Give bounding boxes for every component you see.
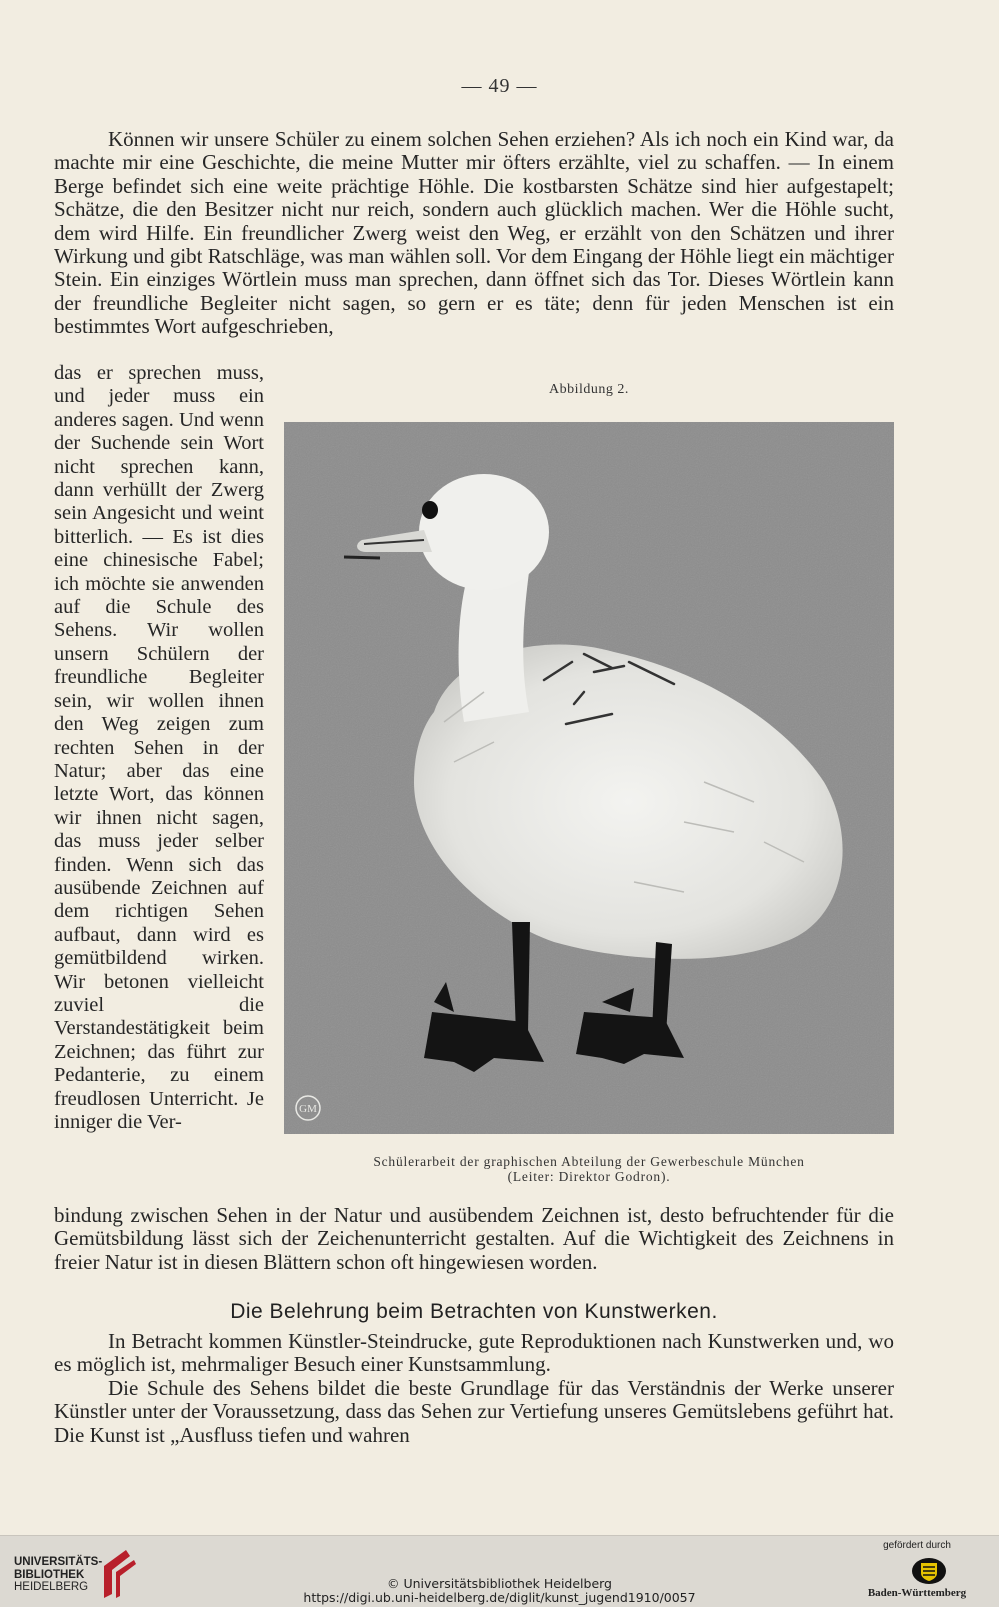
figure-label: Abbildung 2. (549, 382, 629, 397)
caption-line-2: (Leiter: Direktor Godron). (507, 1169, 671, 1184)
funder-name: Baden-Württemberg (867, 1587, 967, 1599)
copyright-text: © Universitätsbibliothek Heidelberg (386, 1576, 612, 1591)
library-line-2: BIBLIOTHEK (14, 1568, 85, 1581)
permalink-url[interactable]: https://digi.ub.uni-heidelberg.de/diglit/kunst_jugend1910/0057 (303, 1590, 696, 1605)
footer-copyright (0, 1577, 999, 1605)
library-line-1: UNIVERSITÄTS- (14, 1556, 103, 1568)
left-column-paragraph: das er sprechen muss, und jeder muss ein anderes sagen. Und wenn der Suchende sein Wort nicht sprechen kann, dann verhüllt der Zwerg sein Angesicht und weint bitterlich. — Es ist dies eine chinesische Fabel; ich möchte sie anwenden auf die Schule des Sehens. Wir wollen unsern Schülern der freundliche Begleiter sein, wir wollen ihnen den Weg zeigen zum rechten Sehen in der Natur; aber das eine letzte Wort, das können wir ihnen nicht sagen, das muss jeder selber finden. Wenn sich das ausübende Zeichnen auf dem richtigen Sehen aufbaut, dann wird es gemütbildend wirken. Wir betonen vielleicht zuviel die Verstandestätigkeit beim Zeichnen; das führt zur Pedanterie, zu einem freudlosen Unterricht. Je inniger die Ver- (54, 362, 264, 1133)
section-heading: Die Belehrung beim Betrachten von Kunstwerken. (230, 1300, 718, 1323)
left-column-text (54, 362, 264, 1134)
figure-caption (284, 1154, 894, 1184)
paragraph-continued-text: bindung zwischen Sehen in der Natur und ausübendem Zeichnen ist, desto befruchtender für die Gemütsbildung lässt sich der Zeichenunterricht gestalten. Auf die Wichtigkeit des Zeichnens in freier Natur ist in diesen Blättern schon oft hingewiesen worden. (54, 1203, 894, 1274)
caption-line-1: Schülerarbeit der graphischen Abteilung der Gewerbeschule München (373, 1154, 805, 1169)
figure-gosling-drawing (284, 422, 894, 1134)
paragraph-2: In Betracht kommen Künstler-Steindrucke, gute Reproduktionen nach Kunstwerken und, wo es möglich ist, mehrmaliger Besuch einer Kunstsammlung. (54, 1329, 894, 1377)
paragraph-3: Die Schule des Sehens bildet die beste Grundlage für das Verständnis der Werke unserer Künstler unter der Voraussetzung, dass das Sehen zur Vertiefung unseres Gemütslebens geführt hat. Die Kunst ist „Ausfluss tiefen und wahren (54, 1375, 894, 1447)
state-crest-icon (911, 1557, 947, 1585)
gosling-illustration (284, 422, 894, 1134)
paragraph-top (54, 128, 894, 339)
paragraph-continued (54, 1204, 894, 1274)
paragraph-top-text: Können wir unsere Schüler zu einem solchen Sehen erziehen? Als ich noch ein Kind war, da machte mir eine Geschichte, die meine Mutter mir öfters erzählte, viel zu schaffen. — In einem Berge befindet sich eine weite prächtige Höhle. Die kostbarsten Schätze sind hier aufgestapelt; Schätze, die den Besitzer nicht nur reich, sondern auch glücklich machen. Wer die Höhle sucht, dem wird Hilfe. Ein freundlicher Zwerg weist den Weg, er erzählt von den Schätzen und ihrer Wirkung und gibt Ratschläge, was man wählen soll. Vor dem Eingang der Höhle liegt ein mächtiger Stein. Ein einziges Wörtlein muss man sprechen, dann öffnet sich das Tor. Dieses Wörtlein kann der freundliche Begleiter nicht sagen, so gern er es täte; denn für jeden Menschen ist ein bestimmtes Wort aufgeschrieben, (54, 127, 894, 339)
page-number: — 49 — (461, 75, 538, 97)
artist-monogram: GM (299, 1103, 317, 1115)
section-paragraphs (54, 1330, 894, 1447)
library-line-3: HEIDELBERG (14, 1581, 89, 1593)
funded-by-label: gefördert durch (883, 1540, 951, 1551)
